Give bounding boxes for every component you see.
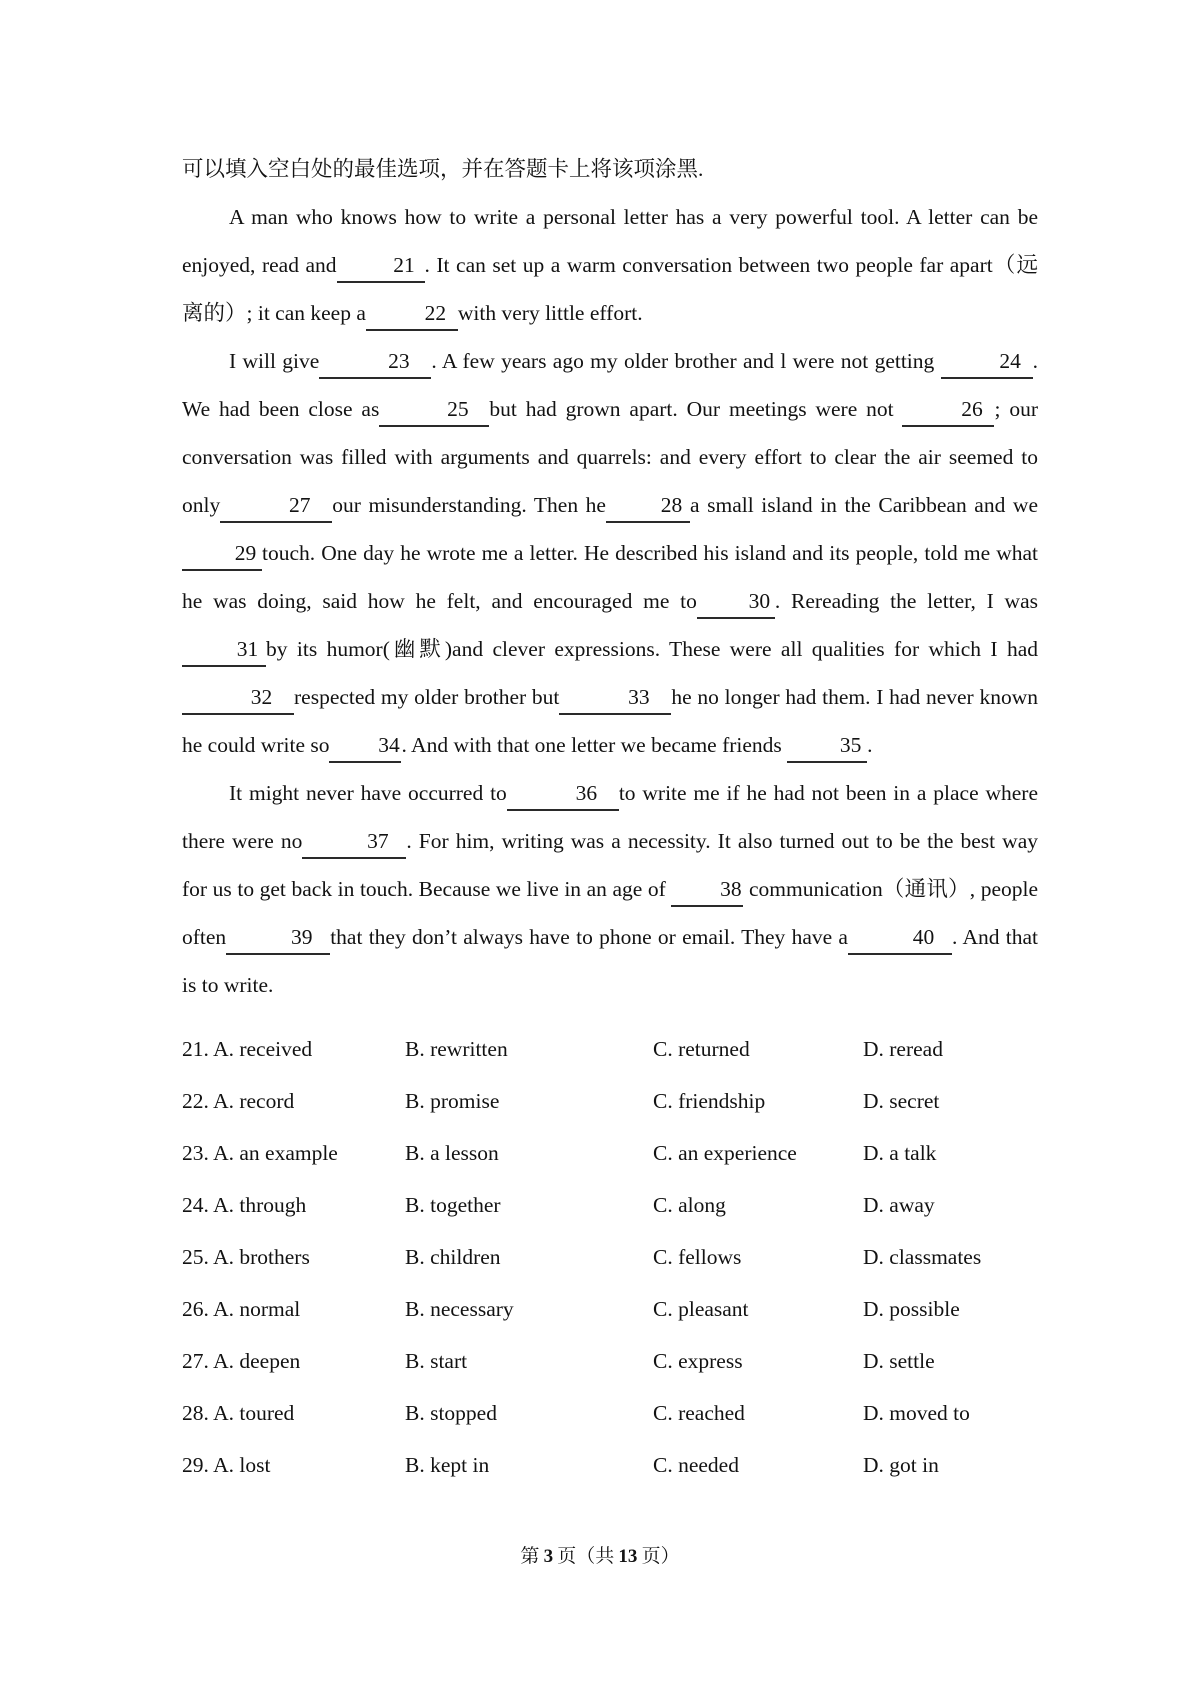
option-d: D. away — [863, 1193, 935, 1217]
option-a: A. normal — [213, 1297, 301, 1321]
option-cell — [405, 1285, 653, 1333]
option-c: C. returned — [653, 1037, 750, 1061]
option-a: A. record — [213, 1089, 295, 1113]
option-row-25 — [182, 1231, 1038, 1283]
paragraph-2: I will give 23 . A few years ago my older brother and l were not getting 24 . We had been close as 25 but had grown apart. Our meetings were not 26 ; our conversation was filled with arguments and quarrels: and every effort to clear the air seemed to only 27 our misunderstanding. Then he 28 a small island in the Caribbean and we29 touch. One day he wrote me a letter. He described his island and its people, told me what he was doing, said how he felt, and encouraged me to 30 . Rereading the letter, I was31 by its humor(幽默)and clever expressions. These were all qualities for which I had32 respected my older brother but 33 he no longer had them. I had never known he could write so 34. And with that one letter we became friends 35 . — [182, 337, 1038, 769]
blank-30: 30 — [697, 589, 775, 619]
option-cell — [182, 1129, 405, 1177]
option-b: B. rewritten — [405, 1037, 508, 1061]
option-d: D. possible — [863, 1297, 960, 1321]
option-cell — [405, 1389, 653, 1437]
option-cell — [182, 1181, 405, 1229]
option-cell — [653, 1337, 863, 1385]
options-table — [182, 1023, 1038, 1491]
option-cell — [405, 1441, 653, 1489]
option-cell — [182, 1337, 405, 1385]
option-cell — [863, 1181, 1038, 1229]
option-cell — [653, 1077, 863, 1125]
option-row-24 — [182, 1179, 1038, 1231]
option-c: C. express — [653, 1349, 743, 1373]
option-b: B. children — [405, 1245, 501, 1269]
question-number: 24. — [182, 1193, 214, 1217]
blank-29: 29 — [182, 541, 262, 571]
option-a: A. brothers — [213, 1245, 310, 1269]
option-cell — [405, 1337, 653, 1385]
option-c: C. friendship — [653, 1089, 766, 1113]
blank-22: 22 — [366, 301, 458, 331]
option-a: A. through — [213, 1193, 307, 1217]
question-number: 26. — [182, 1297, 214, 1321]
blank-24: 24 — [941, 349, 1033, 379]
blank-23: 23 — [319, 349, 431, 379]
option-cell — [653, 1025, 863, 1073]
option-cell — [405, 1233, 653, 1281]
option-row-28 — [182, 1387, 1038, 1439]
option-a: A. lost — [213, 1453, 271, 1477]
option-a: A. received — [213, 1037, 313, 1061]
option-b: B. together — [405, 1193, 501, 1217]
option-row-22 — [182, 1075, 1038, 1127]
option-c: C. fellows — [653, 1245, 742, 1269]
option-row-26 — [182, 1283, 1038, 1335]
option-c: C. reached — [653, 1401, 745, 1425]
blank-37: 37 — [302, 829, 406, 859]
option-row-27 — [182, 1335, 1038, 1387]
blank-28: 28 — [606, 493, 690, 523]
option-d: D. moved to — [863, 1401, 970, 1425]
blank-21: 21 — [337, 253, 425, 283]
page-content — [182, 145, 1038, 1491]
option-a: A. deepen — [213, 1349, 301, 1373]
paragraph-3: It might never have occurred to 36 to write me if he had not been in a place where there were no 37 . For him, writing was a necessity. It also turned out to be the best way for us to get back in touch. Because we live in an age of 38 communication（通讯）, people often 39 that they don’t always have to phone or email. They have a 40 . And that is to write. — [182, 781, 1038, 997]
blank-25: 25 — [379, 397, 489, 427]
option-cell — [863, 1441, 1038, 1489]
blank-39: 39 — [226, 925, 330, 955]
option-c: C. along — [653, 1193, 726, 1217]
option-cell — [653, 1441, 863, 1489]
option-cell — [182, 1077, 405, 1125]
option-cell — [653, 1285, 863, 1333]
question-number: 27. — [182, 1349, 214, 1373]
blank-34: 34 — [329, 733, 401, 763]
option-cell — [863, 1077, 1038, 1125]
option-row-23 — [182, 1127, 1038, 1179]
option-cell — [182, 1285, 405, 1333]
option-cell — [653, 1389, 863, 1437]
option-cell — [182, 1441, 405, 1489]
option-cell — [405, 1129, 653, 1177]
question-number: 22. — [182, 1089, 214, 1113]
option-b: B. promise — [405, 1089, 500, 1113]
page-footer — [0, 1541, 1200, 1568]
question-number: 21. — [182, 1037, 214, 1061]
option-cell — [653, 1233, 863, 1281]
blank-32: 32 — [182, 685, 294, 715]
question-number: 25. — [182, 1245, 214, 1269]
option-c: C. an experience — [653, 1141, 797, 1165]
option-cell — [863, 1025, 1038, 1073]
blank-27: 27 — [220, 493, 332, 523]
blank-40: 40 — [848, 925, 952, 955]
blank-35: 35 — [787, 733, 867, 763]
footer-text: 页（共 — [557, 1546, 615, 1567]
blank-36: 36 — [507, 781, 619, 811]
option-b: B. kept in — [405, 1453, 490, 1477]
option-cell — [405, 1077, 653, 1125]
option-cell — [405, 1025, 653, 1073]
question-number: 29. — [182, 1453, 214, 1477]
option-cell — [405, 1181, 653, 1229]
option-a: A. toured — [213, 1401, 295, 1425]
option-cell — [863, 1129, 1038, 1177]
option-cell — [653, 1181, 863, 1229]
option-cell — [182, 1025, 405, 1073]
option-row-21 — [182, 1023, 1038, 1075]
footer-text: 页） — [641, 1546, 680, 1567]
option-d: D. a talk — [863, 1141, 937, 1165]
blank-33: 33 — [559, 685, 671, 715]
option-cell — [182, 1389, 405, 1437]
option-cell — [863, 1233, 1038, 1281]
footer-text: 第 — [520, 1546, 540, 1567]
footer-total-pages: 13 — [618, 1546, 638, 1567]
option-b: B. stopped — [405, 1401, 497, 1425]
option-row-29 — [182, 1439, 1038, 1491]
option-b: B. a lesson — [405, 1141, 499, 1165]
blank-38: 38 — [671, 877, 743, 907]
option-d: D. settle — [863, 1349, 935, 1373]
option-cell — [653, 1129, 863, 1177]
option-b: B. start — [405, 1349, 468, 1373]
option-cell — [182, 1233, 405, 1281]
option-cell — [863, 1285, 1038, 1333]
passage — [182, 193, 1038, 1009]
option-d: D. reread — [863, 1037, 943, 1061]
option-c: C. needed — [653, 1453, 739, 1477]
question-number: 28. — [182, 1401, 214, 1425]
instruction-line: 可以填入空白处的最佳选项，并在答题卡上将该项涂黑. — [182, 157, 704, 181]
blank-31: 31 — [182, 637, 266, 667]
option-d: D. secret — [863, 1089, 940, 1113]
paragraph-1: A man who knows how to write a personal letter has a very powerful tool. A letter can be enjoyed, read and 21 . It can set up a warm conversation between two people far apart（远离的）; it can keep a 22 with very little effort. — [182, 193, 1038, 337]
option-a: A. an example — [213, 1141, 338, 1165]
footer-page-number: 3 — [543, 1546, 554, 1567]
option-d: D. classmates — [863, 1245, 982, 1269]
option-c: C. pleasant — [653, 1297, 749, 1321]
question-number: 23. — [182, 1141, 214, 1165]
option-d: D. got in — [863, 1453, 939, 1477]
option-cell — [863, 1389, 1038, 1437]
option-b: B. necessary — [405, 1297, 514, 1321]
blank-26: 26 — [902, 397, 994, 427]
option-cell — [863, 1337, 1038, 1385]
